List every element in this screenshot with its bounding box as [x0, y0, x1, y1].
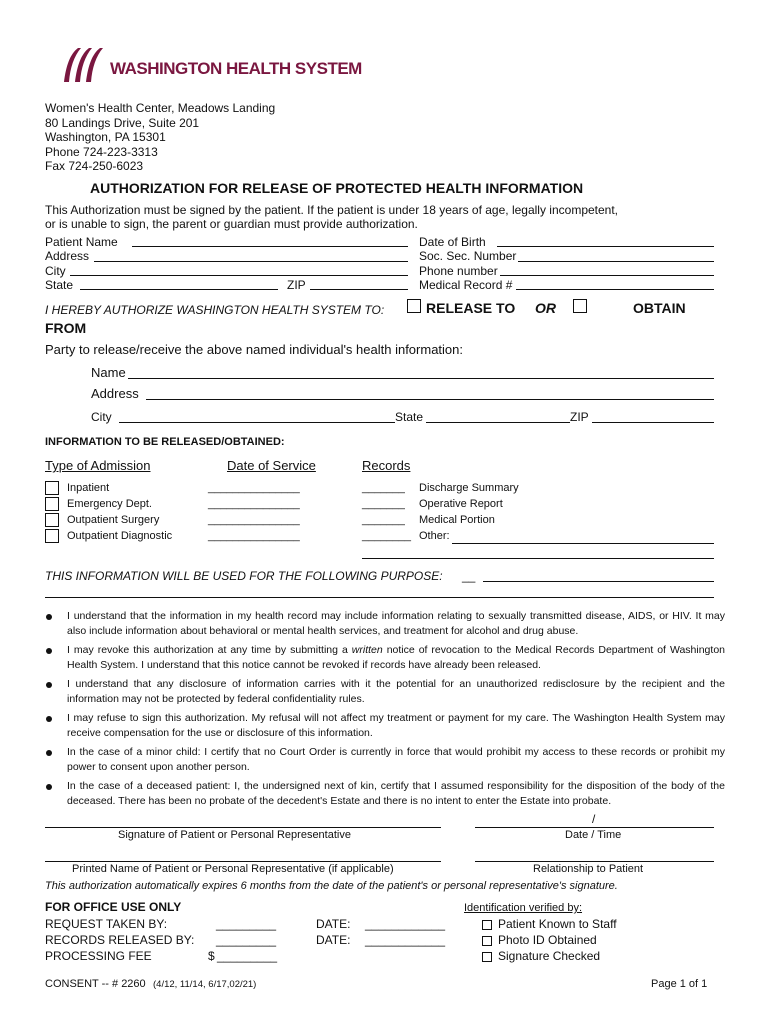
logo: [58, 44, 110, 89]
signature-date-field[interactable]: [475, 827, 714, 828]
patient-address-field[interactable]: [94, 261, 408, 262]
purpose-label: THIS INFORMATION WILL BE USED FOR THE FOLLOWING PURPOSE:: [45, 569, 443, 583]
party-city-label: City: [91, 410, 112, 424]
emphasis-written: written: [351, 644, 383, 656]
record-check-field[interactable]: ________: [362, 530, 411, 542]
id-photo-checkbox[interactable]: [482, 936, 492, 946]
bullet-icon: [46, 614, 52, 620]
admission-outpatient-surgery-checkbox[interactable]: [45, 513, 59, 527]
consent-code: CONSENT -- # 2260: [45, 978, 146, 990]
intro-line: or is unable to sign, the parent or guardian must provide authorization.: [45, 217, 418, 231]
record-type-label: Operative Report: [419, 498, 503, 510]
bullet-icon: [46, 784, 52, 790]
processing-fee-label: PROCESSING FEE: [45, 949, 152, 963]
record-type-label: Other:: [419, 530, 450, 542]
mrn-label: Medical Record #: [419, 278, 513, 292]
office-date-label: DATE:: [316, 917, 351, 931]
address-line: 80 Landings Drive, Suite 201: [45, 115, 200, 130]
bullet-icon: [46, 682, 52, 688]
signature-date-label: Date / Time: [565, 829, 622, 841]
statement: In the case of a minor child: I certify that no Court Order is currently in force that would prohibit my access to these records or prohibit my power to consent upon another person.: [67, 746, 725, 773]
admission-inpatient-checkbox[interactable]: [45, 481, 59, 495]
relationship-label: Relationship to Patient: [533, 863, 644, 875]
office-use-heading: FOR OFFICE USE ONLY: [45, 900, 182, 914]
ssn-label: Soc. Sec. Number: [419, 249, 517, 263]
patient-city-label: City: [45, 264, 66, 278]
record-check-field[interactable]: _______: [362, 482, 405, 494]
request-taken-field[interactable]: _________: [216, 917, 277, 931]
patient-zip-label: ZIP: [287, 278, 306, 292]
other-records-field-2[interactable]: [362, 558, 714, 559]
admission-type-label: Emergency Dept.: [67, 498, 152, 510]
admission-type-label: Inpatient: [67, 482, 110, 494]
id-option-label: Patient Known to Staff: [498, 917, 617, 931]
party-zip-label: ZIP: [570, 410, 589, 424]
request-taken-label: REQUEST TAKEN BY:: [45, 917, 168, 931]
release-to-checkbox[interactable]: [407, 299, 421, 313]
processing-fee-field[interactable]: _________: [217, 949, 278, 963]
bullet-icon: [46, 648, 52, 654]
dob-field[interactable]: [497, 246, 714, 247]
expiry-note: This authorization automatically expires 6 months from the date of the patient's or personal representative's signature.: [45, 880, 618, 892]
party-name-label: Name: [91, 365, 126, 380]
brand-name: WASHINGTON HEALTH SYSTEM: [110, 59, 362, 78]
service-date-field[interactable]: _______________: [208, 530, 300, 542]
records-released-label: RECORDS RELEASED BY:: [45, 933, 195, 947]
form-title: AUTHORIZATION FOR RELEASE OF PROTECTED HEALTH INFORMATION: [90, 180, 584, 196]
statement: I understand that the information in my health record may include information relating to sexually transmitted disease, AIDS, or HIV. It may also include information about behavioral or mental health services, and treatment for alcohol and drug abuse.: [67, 610, 725, 637]
patient-state-label: State: [45, 278, 74, 292]
signature-label: Signature of Patient or Personal Representative: [118, 829, 351, 841]
records-released-field[interactable]: _________: [216, 933, 277, 947]
purpose-field[interactable]: [483, 581, 714, 582]
col-date-heading: Date of Service: [227, 458, 316, 473]
statement: I may revoke this authorization at any time by submitting a written notice of revocation to the Medical Records Department of Washington Health System. I understand that this notice cannot be revoked if records have already been released.: [67, 644, 725, 671]
patient-city-field[interactable]: [70, 275, 408, 276]
washington-health-logo-mark: [58, 44, 110, 84]
info-heading: INFORMATION TO BE RELEASED/OBTAINED:: [45, 436, 285, 448]
record-type-label: Discharge Summary: [419, 482, 519, 494]
party-address-label: Address: [91, 386, 139, 401]
office-date-label: DATE:: [316, 933, 351, 947]
processing-fee-prefix: $: [208, 949, 215, 963]
admission-type-label: Outpatient Surgery: [67, 514, 160, 526]
record-check-field[interactable]: _______: [362, 498, 405, 510]
ssn-field[interactable]: [518, 261, 714, 262]
col-admission-heading: Type of Admission: [45, 458, 151, 473]
id-signature-checkbox[interactable]: [482, 952, 492, 962]
address-line: Fax 724-250-6023: [45, 159, 144, 173]
admission-outpatient-diagnostic-checkbox[interactable]: [45, 529, 59, 543]
patient-zip-field[interactable]: [310, 289, 408, 290]
mrn-field[interactable]: [516, 289, 714, 290]
record-type-label: Medical Portion: [419, 514, 495, 526]
relationship-field[interactable]: [475, 861, 714, 862]
admission-emergency-checkbox[interactable]: [45, 497, 59, 511]
facility-address: [45, 101, 275, 174]
authorize-lead: I HEREBY AUTHORIZE WASHINGTON HEALTH SYSTEM TO:: [45, 303, 385, 317]
page-number: Page 1 of 1: [651, 978, 708, 990]
revision-dates: (4/12, 11/14, 6/17,02/21): [153, 979, 257, 990]
printed-name-label: Printed Name of Patient or Personal Representative (if applicable): [72, 863, 394, 875]
patient-name-label: Patient Name: [45, 235, 118, 249]
from-label: FROM: [45, 320, 87, 336]
patient-state-field[interactable]: [80, 289, 278, 290]
office-date-field[interactable]: ____________: [365, 933, 446, 947]
phone-label: Phone number: [419, 264, 498, 278]
address-line: Washington, PA 15301: [45, 130, 166, 144]
record-check-field[interactable]: _______: [362, 514, 405, 526]
id-known-checkbox[interactable]: [482, 920, 492, 930]
statement: I may refuse to sign this authorization. My refusal will not affect my treatment or payment for my care. The Washington Health System may receive compensation for the use or disclosure of this information.: [67, 712, 725, 739]
party-zip-field[interactable]: [592, 422, 714, 423]
intro-line: This Authorization must be signed by the patient. If the patient is under 18 years of age, legally incompetent,: [45, 203, 619, 217]
address-line: Phone 724-223-3313: [45, 144, 158, 159]
phone-field[interactable]: [500, 275, 714, 276]
release-to-label: RELEASE TO: [426, 300, 516, 316]
purpose-field-2[interactable]: [45, 597, 714, 598]
service-date-field[interactable]: _______________: [208, 514, 300, 526]
statement: In the case of a deceased patient: I, the undersigned next of kin, certify that I assumed responsibility for the disposition of the body of the deceased. There has been no probate of the decedent's Estate and there is no intent to enter the Estate into probate.: [67, 780, 725, 807]
party-state-field[interactable]: [426, 422, 570, 423]
bullet-icon: [46, 716, 52, 722]
date-slash: /: [592, 812, 596, 826]
purpose-value[interactable]: __: [462, 569, 476, 583]
or-label: OR: [535, 300, 556, 316]
office-date-field[interactable]: ____________: [365, 917, 446, 931]
patient-name-field[interactable]: [132, 246, 408, 247]
signature-field[interactable]: [45, 827, 441, 828]
id-verified-heading: Identification verified by:: [464, 902, 583, 914]
party-state-label: State: [395, 410, 424, 424]
service-date-field[interactable]: _______________: [208, 498, 300, 510]
party-heading: Party to release/receive the above named individual's health information:: [45, 342, 463, 357]
bullet-icon: [46, 750, 52, 756]
id-option-label: Signature Checked: [498, 949, 601, 963]
service-date-field[interactable]: _______________: [208, 482, 300, 494]
admission-type-label: Outpatient Diagnostic: [67, 530, 173, 542]
id-option-label: Photo ID Obtained: [498, 933, 597, 947]
party-address-field[interactable]: [146, 399, 714, 400]
dob-label: Date of Birth: [419, 235, 486, 249]
other-records-field[interactable]: [452, 543, 714, 544]
printed-name-field[interactable]: [45, 861, 441, 862]
statement: I understand that any disclosure of information carries with it the potential for an unauthorized redisclosure by the recipient and the information may not be protected by federal confidentiality rules.: [67, 678, 725, 705]
col-records-heading: Records: [362, 458, 411, 473]
party-city-field[interactable]: [119, 422, 395, 423]
party-name-field[interactable]: [128, 378, 714, 379]
obtain-checkbox[interactable]: [573, 299, 587, 313]
patient-address-label: Address: [45, 249, 90, 263]
address-line: Women's Health Center, Meadows Landing: [45, 101, 276, 115]
obtain-label: OBTAIN: [633, 300, 686, 316]
